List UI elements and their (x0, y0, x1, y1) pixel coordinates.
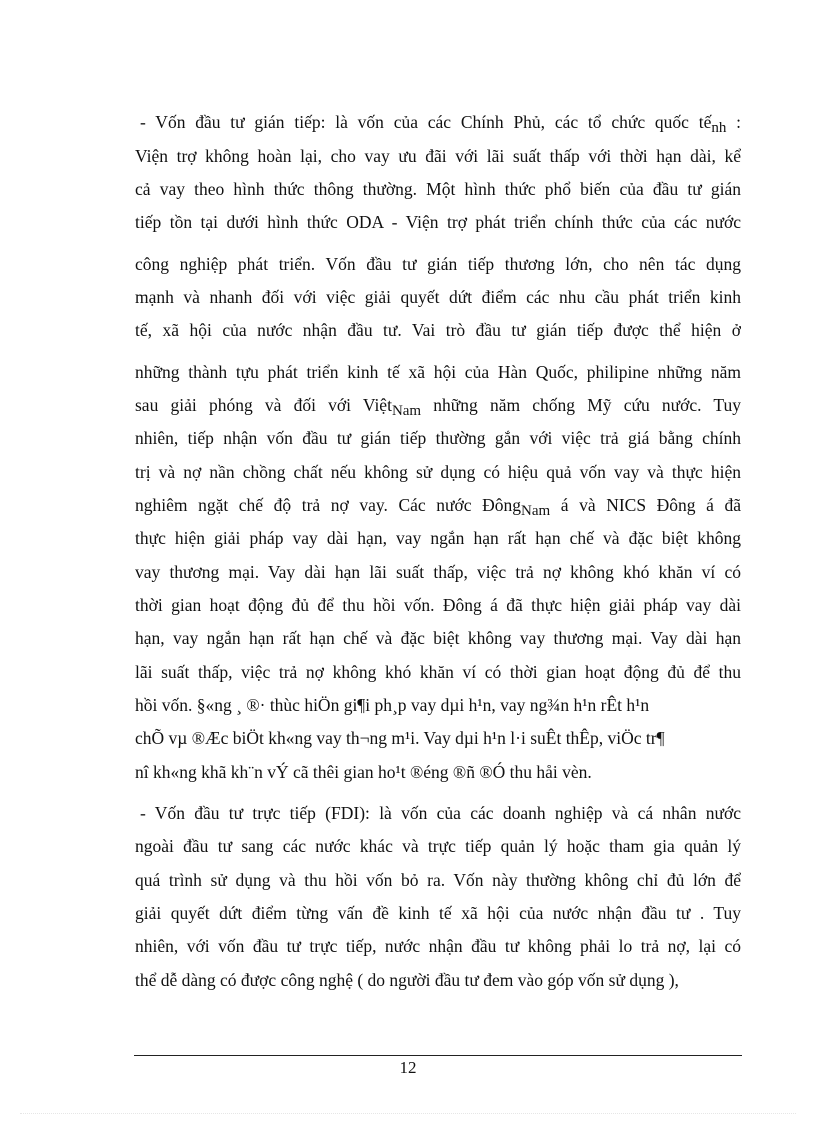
paragraph-1-line: tiếp tồn tại dưới hình thức ODA - Viện trợ phát triển chính thức của các nước (135, 212, 741, 232)
paragraph-1-line (140, 110, 741, 134)
line-subscript: Nam (391, 403, 422, 417)
paragraph-1-line: thực hiện giải pháp vay dài hạn, vay ngắn hạn rất hạn chế và đặc biệt không (135, 528, 741, 548)
paragraph-1-line: thời gian hoạt động đủ để thu hồi vốn. Đông á đã thực hiện giải pháp vay dài (135, 595, 741, 615)
paragraph-1-line: tế, xã hội của nước nhận đầu tư. Vai trò đầu tư gián tiếp được thể hiện ở (135, 320, 741, 340)
line-tail: những năm chống Mỹ cứu nước. Tuy (421, 395, 741, 415)
paragraph-1-line (135, 493, 741, 517)
paragraph-2-line: thể dễ dàng có được công nghệ ( do người đầu tư đem vào góp vốn sử dụng ), (135, 970, 679, 990)
line-subscript: nh (711, 120, 727, 134)
paragraph-1-line: chÕ vµ ®Æc biÖt kh«ng vay th¬ng m¹i. Vay dµi h¹n l·i suÊt thÊp, viÖc tr¶ (135, 728, 665, 748)
paragraph-1-line (135, 393, 741, 417)
paragraph-1-line: vay thương mại. Vay dài hạn lãi suất thấp, việc trả nợ không khó khăn ví có (135, 562, 741, 582)
page-edge-dotted-line (20, 1113, 796, 1114)
line-text: nghiêm ngặt chế độ trả nợ vay. Các nước Đông (135, 495, 521, 515)
line-tail: : (726, 112, 741, 132)
paragraph-1-line: những thành tựu phát triển kinh tế xã hội của Hàn Quốc, philipine những năm (135, 362, 741, 382)
paragraph-1-line: nhiên, tiếp nhận vốn đầu tư gián tiếp thường gắn với việc trả giá bằng chính (135, 428, 741, 448)
footer-divider (134, 1055, 742, 1056)
paragraph-1-line: Viện trợ không hoàn lại, cho vay ưu đãi với lãi suất thấp với thời hạn dài, kể (135, 146, 741, 166)
paragraph-1-line: hồi vốn. §«ng ¸ ®· thùc hiÖn gi¶i ph¸p vay dµi h¹n, vay ng¾n h¹n rÊt h¹n (135, 695, 650, 715)
line-text: - Vốn đầu tư gián tiếp: là vốn của các Chính Phủ, các tổ chức quốc tế (140, 112, 712, 132)
paragraph-2-line: quá trình sử dụng và thu hồi vốn bỏ ra. Vốn này thường không chỉ đủ lớn để (135, 870, 741, 890)
paragraph-2-line: - Vốn đầu tư trực tiếp (FDI): là vốn của các doanh nghiệp và cá nhân nước (140, 803, 741, 823)
paragraph-2-line: giải quyết dứt điểm từng vấn đề kinh tế xã hội của nước nhận đầu tư . Tuy (135, 903, 741, 923)
page-number: 12 (399, 1058, 417, 1077)
paragraph-2-line: nhiên, với vốn đầu tư trực tiếp, nước nhận đầu tư không phải lo trả nợ, lại có (135, 936, 741, 956)
paragraph-1-line: trị và nợ nần chồng chất nếu không sử dụng có hiệu quả vốn vay và thực hiện (135, 462, 741, 482)
line-tail: á và NICS Đông á đã (550, 495, 741, 515)
paragraph-2-line: ngoài đầu tư sang các nước khác và trực tiếp quản lý hoặc tham gia quản lý (135, 836, 741, 856)
line-text: sau giải phóng và đối với Việt (135, 395, 392, 415)
paragraph-1-line: cả vay theo hình thức thông thường. Một hình thức phổ biến của đầu tư gián (135, 179, 741, 199)
paragraph-1-line: hạn, vay ngắn hạn rất hạn chế và đặc biệt không vay thương mại. Vay dài hạn (135, 628, 741, 648)
line-subscript: Nam (520, 503, 551, 517)
paragraph-1-line: mạnh và nhanh đối với việc giải quyết dứt điểm các nhu cầu phát triển kinh (135, 287, 741, 307)
paragraph-1-line: công nghiệp phát triển. Vốn đầu tư gián tiếp thương lớn, cho nên tác dụng (135, 254, 741, 274)
paragraph-1-line: nî kh«ng khã kh¨n vÝ cã thêi gian ho¹t ®éng ®ñ ®Ó thu håi vèn. (135, 762, 592, 782)
paragraph-1-line: lãi suất thấp, việc trả nợ không khó khăn ví có thời gian hoạt động đủ để thu (135, 662, 741, 682)
